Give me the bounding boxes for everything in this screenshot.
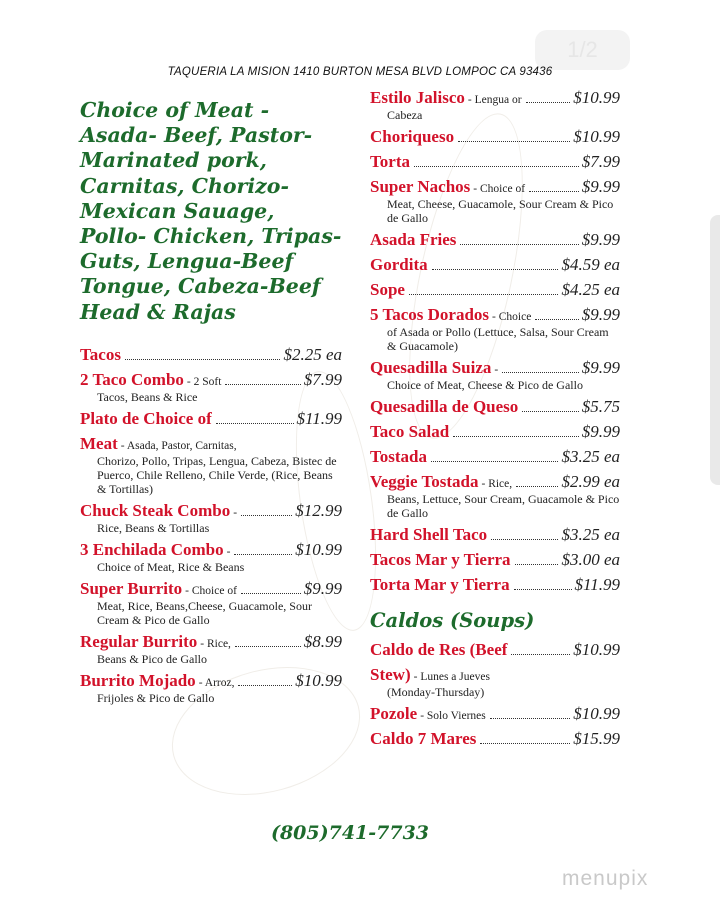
menu-item bbox=[370, 704, 620, 724]
menu-item-name: Sope bbox=[370, 280, 405, 299]
menu-item-name: 2 Taco Combo bbox=[80, 369, 184, 389]
menu-item-name: Super Burrito bbox=[80, 578, 183, 598]
menu-item-name: Estilo Jalisco bbox=[370, 88, 465, 107]
menu-item bbox=[370, 397, 620, 417]
menu-item-inline-desc: - Asada, Pastor, Carnitas, bbox=[120, 439, 237, 452]
menu-item bbox=[370, 525, 620, 545]
dot-leader bbox=[515, 564, 559, 565]
menu-item-price: $9.99 bbox=[581, 358, 620, 377]
menu-item bbox=[370, 640, 620, 660]
menu-item-price: $11.99 bbox=[296, 408, 342, 428]
menu-item bbox=[370, 255, 620, 275]
menu-item-price: $9.99 bbox=[581, 230, 620, 249]
menu-item-name: Meat bbox=[80, 433, 118, 453]
menu-item-name: 5 Tacos Dorados bbox=[370, 305, 490, 324]
dot-leader bbox=[238, 685, 292, 686]
menu-item bbox=[370, 472, 620, 520]
dot-leader bbox=[514, 589, 572, 590]
dot-leader bbox=[241, 515, 292, 516]
menu-item-name: Veggie Tostada bbox=[370, 472, 479, 491]
menu-item-name: Pozole bbox=[370, 704, 418, 723]
menu-item-name: 3 Enchilada Combo bbox=[80, 539, 224, 559]
menu-item-name: Chuck Steak Combo bbox=[80, 500, 231, 520]
menu-item-inline-desc: - Rice, bbox=[481, 478, 513, 490]
page-indicator-watermark: 1/2 bbox=[535, 30, 630, 70]
menu-item bbox=[370, 575, 620, 595]
menu-item-price: $9.99 bbox=[581, 305, 620, 324]
dot-leader bbox=[460, 244, 578, 245]
menu-item bbox=[80, 345, 342, 365]
menu-item-name: Burrito Mojado bbox=[80, 670, 196, 690]
menu-item-price: $10.99 bbox=[295, 539, 342, 559]
menu-item-inline-desc: - bbox=[494, 364, 499, 376]
dot-leader bbox=[535, 319, 578, 320]
menu-item-price: $10.99 bbox=[295, 670, 342, 690]
menu-item-name: Tacos bbox=[80, 344, 121, 364]
menu-item-name: Stew) bbox=[370, 665, 411, 684]
dot-leader bbox=[453, 436, 579, 437]
dot-leader bbox=[516, 486, 558, 487]
dot-leader bbox=[216, 423, 294, 424]
menu-item-price: $3.25 ea bbox=[561, 525, 620, 544]
menu-item bbox=[370, 88, 620, 122]
menu-item bbox=[370, 305, 620, 353]
dot-leader bbox=[414, 166, 579, 167]
menu-item-inline-desc: - Solo Viernes bbox=[420, 710, 486, 722]
menu-item-price: $3.00 ea bbox=[561, 550, 620, 569]
scroll-handle[interactable] bbox=[710, 215, 720, 485]
menu-item-inline-desc: - Lengua or bbox=[467, 94, 522, 106]
menu-item-description: Choice of Meat, Cheese & Pico de Gallo bbox=[387, 378, 583, 392]
menu-item-name: Asada Fries bbox=[370, 230, 457, 249]
menu-item bbox=[370, 422, 620, 442]
menu-item-name: Torta Mar y Tierra bbox=[370, 575, 510, 594]
right-menu-column bbox=[370, 88, 620, 754]
menu-item bbox=[370, 280, 620, 300]
menu-item-inline-desc: - Choice bbox=[492, 311, 532, 323]
menu-item-name: Caldo de Res (Beef bbox=[370, 640, 508, 659]
dot-leader bbox=[431, 461, 558, 462]
menu-item bbox=[80, 540, 342, 574]
dot-leader bbox=[526, 102, 571, 103]
menu-item-price: $5.75 bbox=[581, 397, 620, 416]
menu-item-name: Quesadilla de Queso bbox=[370, 397, 519, 416]
left-menu-items bbox=[80, 345, 342, 705]
menu-item bbox=[370, 152, 620, 172]
menu-item-inline-desc: - Lunes a Jueves bbox=[413, 671, 490, 683]
menu-item-price: $2.99 ea bbox=[561, 472, 620, 491]
meat-choices-intro: Choice of Meat - Asada- Beef, Pastor- Marinated pork, Carnitas, Chorizo- Mexican Sauage, Pollo- Chicken, Tripas-Guts, Lengua-Beef Tongue, Cabeza-Beef Head & Rajas bbox=[80, 98, 342, 324]
menu-item-inline-desc: - bbox=[233, 506, 238, 519]
menupix-watermark: menupix bbox=[562, 867, 649, 890]
menu-item-description: Beans & Pico de Gallo bbox=[97, 651, 207, 666]
menu-item bbox=[370, 358, 620, 392]
menu-item-name: Caldo 7 Mares bbox=[370, 729, 477, 748]
soups-section-title: Caldos (Soups) bbox=[370, 609, 535, 632]
menu-item-price: $10.99 bbox=[573, 127, 620, 146]
menu-item-price: $3.25 ea bbox=[561, 447, 620, 466]
menu-item-name: Tacos Mar y Tierra bbox=[370, 550, 511, 569]
menu-item bbox=[370, 230, 620, 250]
menu-item-price: $10.99 bbox=[573, 704, 620, 723]
menu-item-description: of Asada or Pollo (Lettuce, Salsa, Sour Cream & Guacamole) bbox=[387, 325, 609, 353]
menu-item-price: $10.99 bbox=[573, 640, 620, 659]
menu-item bbox=[370, 550, 620, 570]
menu-item-price: $12.99 bbox=[295, 500, 342, 520]
dot-leader bbox=[502, 372, 579, 373]
menu-item-description: Chorizo, Pollo, Tripas, Lengua, Cabeza, Bistec de Puerco, Chile Relleno, Chile Verde, (Rice, Beans & Tortillas) bbox=[97, 453, 337, 496]
menu-item-price: $9.99 bbox=[581, 177, 620, 196]
menu-item-price: $7.99 bbox=[581, 152, 620, 171]
menu-item-name: Choriqueso bbox=[370, 127, 455, 146]
menu-item bbox=[370, 447, 620, 467]
dot-leader bbox=[432, 269, 559, 270]
right-menu-items bbox=[370, 88, 620, 595]
menu-item bbox=[80, 409, 342, 429]
left-menu-column bbox=[80, 98, 342, 710]
menu-item bbox=[80, 370, 342, 404]
menu-item bbox=[80, 671, 342, 705]
menu-item-name: Quesadilla Suiza bbox=[370, 358, 492, 377]
menu-item-inline-desc: - Choice of bbox=[185, 584, 237, 597]
menu-item-price: $10.99 bbox=[573, 88, 620, 107]
menu-item-inline-desc: - Choice of bbox=[473, 183, 526, 195]
menu-item-description: Meat, Rice, Beans,Cheese, Guacamole, Sour Cream & Pico de Gallo bbox=[97, 598, 312, 627]
dot-leader bbox=[480, 743, 570, 744]
phone-number: (805)741-7733 bbox=[270, 822, 430, 844]
menu-item bbox=[370, 665, 620, 699]
menu-item-description: (Monday-Thursday) bbox=[387, 685, 485, 699]
menu-item-price: $4.25 ea bbox=[561, 280, 620, 299]
menu-item-price: $11.99 bbox=[574, 575, 620, 594]
menu-item-description: Rice, Beans & Tortillas bbox=[97, 520, 210, 535]
menu-item-description: Beans, Lettuce, Sour Cream, Guacamole & Pico de Gallo bbox=[387, 492, 620, 520]
dot-leader bbox=[490, 718, 571, 719]
menu-item-description: Meat, Cheese, Guacamole, Sour Cream & Pico de Gallo bbox=[387, 197, 614, 225]
menu-item-name: Torta bbox=[370, 152, 410, 171]
dot-leader bbox=[511, 654, 570, 655]
menu-item-name: Gordita bbox=[370, 255, 428, 274]
dot-leader bbox=[225, 384, 300, 385]
menu-item-price: $9.99 bbox=[581, 422, 620, 441]
dot-leader bbox=[234, 554, 292, 555]
menu-item-name: Super Nachos bbox=[370, 177, 471, 196]
menu-item-price: $9.99 bbox=[303, 578, 342, 598]
menu-item-inline-desc: - Arroz, bbox=[198, 676, 235, 689]
dot-leader bbox=[522, 411, 578, 412]
menu-item bbox=[80, 632, 342, 666]
menu-item bbox=[80, 501, 342, 535]
menu-item-description: Frijoles & Pico de Gallo bbox=[97, 690, 215, 705]
menu-item bbox=[370, 127, 620, 147]
dot-leader bbox=[235, 646, 301, 647]
dot-leader bbox=[125, 359, 281, 360]
menu-item-price: $15.99 bbox=[573, 729, 620, 748]
dot-leader bbox=[458, 141, 570, 142]
menu-item-name: Hard Shell Taco bbox=[370, 525, 488, 544]
restaurant-header: TAQUERIA LA MISION 1410 BURTON MESA BLVD LOMPOC CA 93436 bbox=[167, 66, 553, 78]
menu-item-price: $4.59 ea bbox=[561, 255, 620, 274]
dot-leader bbox=[409, 294, 558, 295]
menu-item bbox=[80, 579, 342, 627]
menu-item bbox=[370, 729, 620, 749]
menu-item-name: Taco Salad bbox=[370, 422, 450, 441]
menu-item-name: Regular Burrito bbox=[80, 631, 198, 651]
menu-item-price: $7.99 bbox=[303, 369, 342, 389]
menu-item-name: Plato de Choice of bbox=[80, 408, 212, 428]
dot-leader bbox=[529, 191, 579, 192]
menu-item-inline-desc: - Rice, bbox=[200, 637, 231, 650]
soup-menu-items bbox=[370, 640, 620, 749]
menu-item-description: Choice of Meat, Rice & Beans bbox=[97, 559, 245, 574]
dot-leader bbox=[241, 593, 301, 594]
menu-item-name: Tostada bbox=[370, 447, 428, 466]
menu-item-description: Cabeza bbox=[387, 108, 423, 122]
dot-leader bbox=[491, 539, 558, 540]
menu-item bbox=[370, 177, 620, 225]
menu-item-inline-desc: - 2 Soft bbox=[186, 375, 222, 388]
menu-item-price: $8.99 bbox=[303, 631, 342, 651]
menu-item bbox=[80, 434, 342, 496]
menu-item-price: $2.25 ea bbox=[283, 344, 342, 364]
menu-item-description: Tacos, Beans & Rice bbox=[97, 389, 198, 404]
menu-item-inline-desc: - bbox=[226, 545, 231, 558]
